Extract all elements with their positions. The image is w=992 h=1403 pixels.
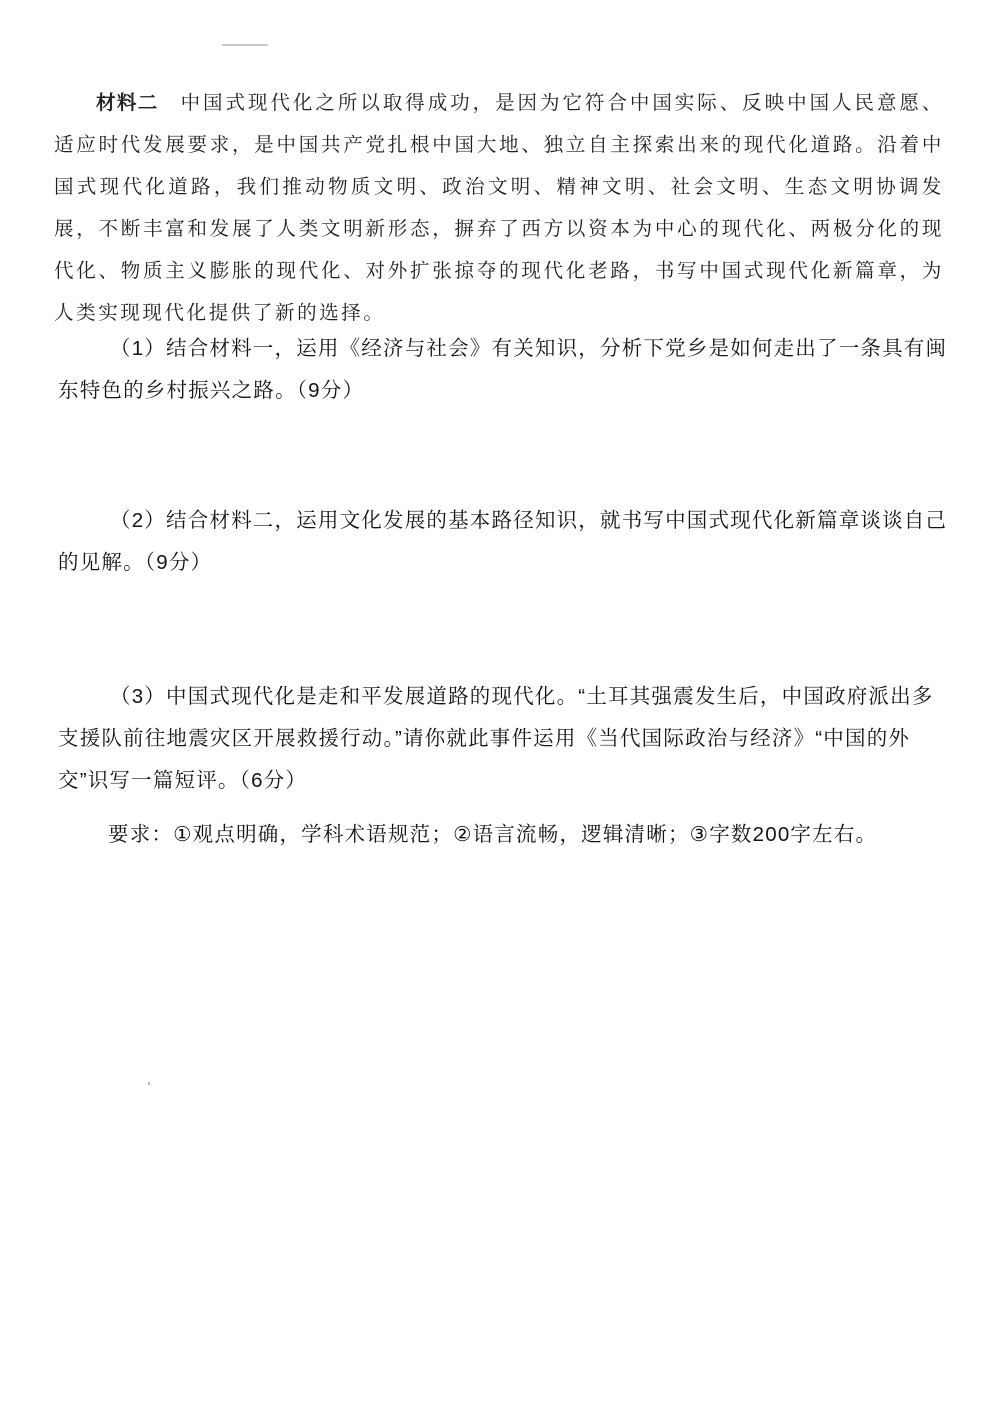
material-two-paragraph	[54, 82, 944, 334]
question-2-text: （2）结合材料二，运用文化发展的基本路径知识，就书写中国式现代化新篇章谈谈自己的见解。（9分）	[58, 509, 948, 574]
question-1	[58, 328, 948, 412]
question-3	[58, 676, 948, 802]
material-body: 中国式现代化之所以取得成功，是因为它符合中国实际、反映中国人民意愿、适应时代发展要求，是中国共产党扎根中国大地、独立自主探索出来的现代化道路。沿着中国式现代化道路，我们推动物质文明、政治文明、精神文明、社会文明、生态文明协调发展，不断丰富和发展了人类文明新形态，摒弃了西方以资本为中心的现代化、两极分化的现代化、物质主义膨胀的现代化、对外扩张掠夺的现代化老路，书写中国式现代化新篇章，为人类实现现代化提供了新的选择。	[54, 91, 944, 324]
essay-requirements: 要求：①观点明确，学科术语规范；②语言流畅，逻辑清晰；③字数200字左右。	[108, 823, 878, 846]
question-3-text: （3）中国式现代化是走和平发展道路的现代化。“土耳其强震发生后，中国政府派出多支援队前往地震灾区开展救援行动。”请你就此事件运用《当代国际政治与经济》“中国的外交”识写一篇短评。（6分）	[58, 685, 934, 792]
question-1-text: （1）结合材料一，运用《经济与社会》有关知识，分析下党乡是如何走出了一条具有闽东特色的乡村振兴之路。（9分）	[58, 337, 948, 402]
question-2	[58, 500, 948, 584]
scan-artifact-line	[222, 44, 268, 46]
scan-artifact-dot	[148, 1082, 150, 1085]
material-label: 材料二	[96, 91, 159, 114]
